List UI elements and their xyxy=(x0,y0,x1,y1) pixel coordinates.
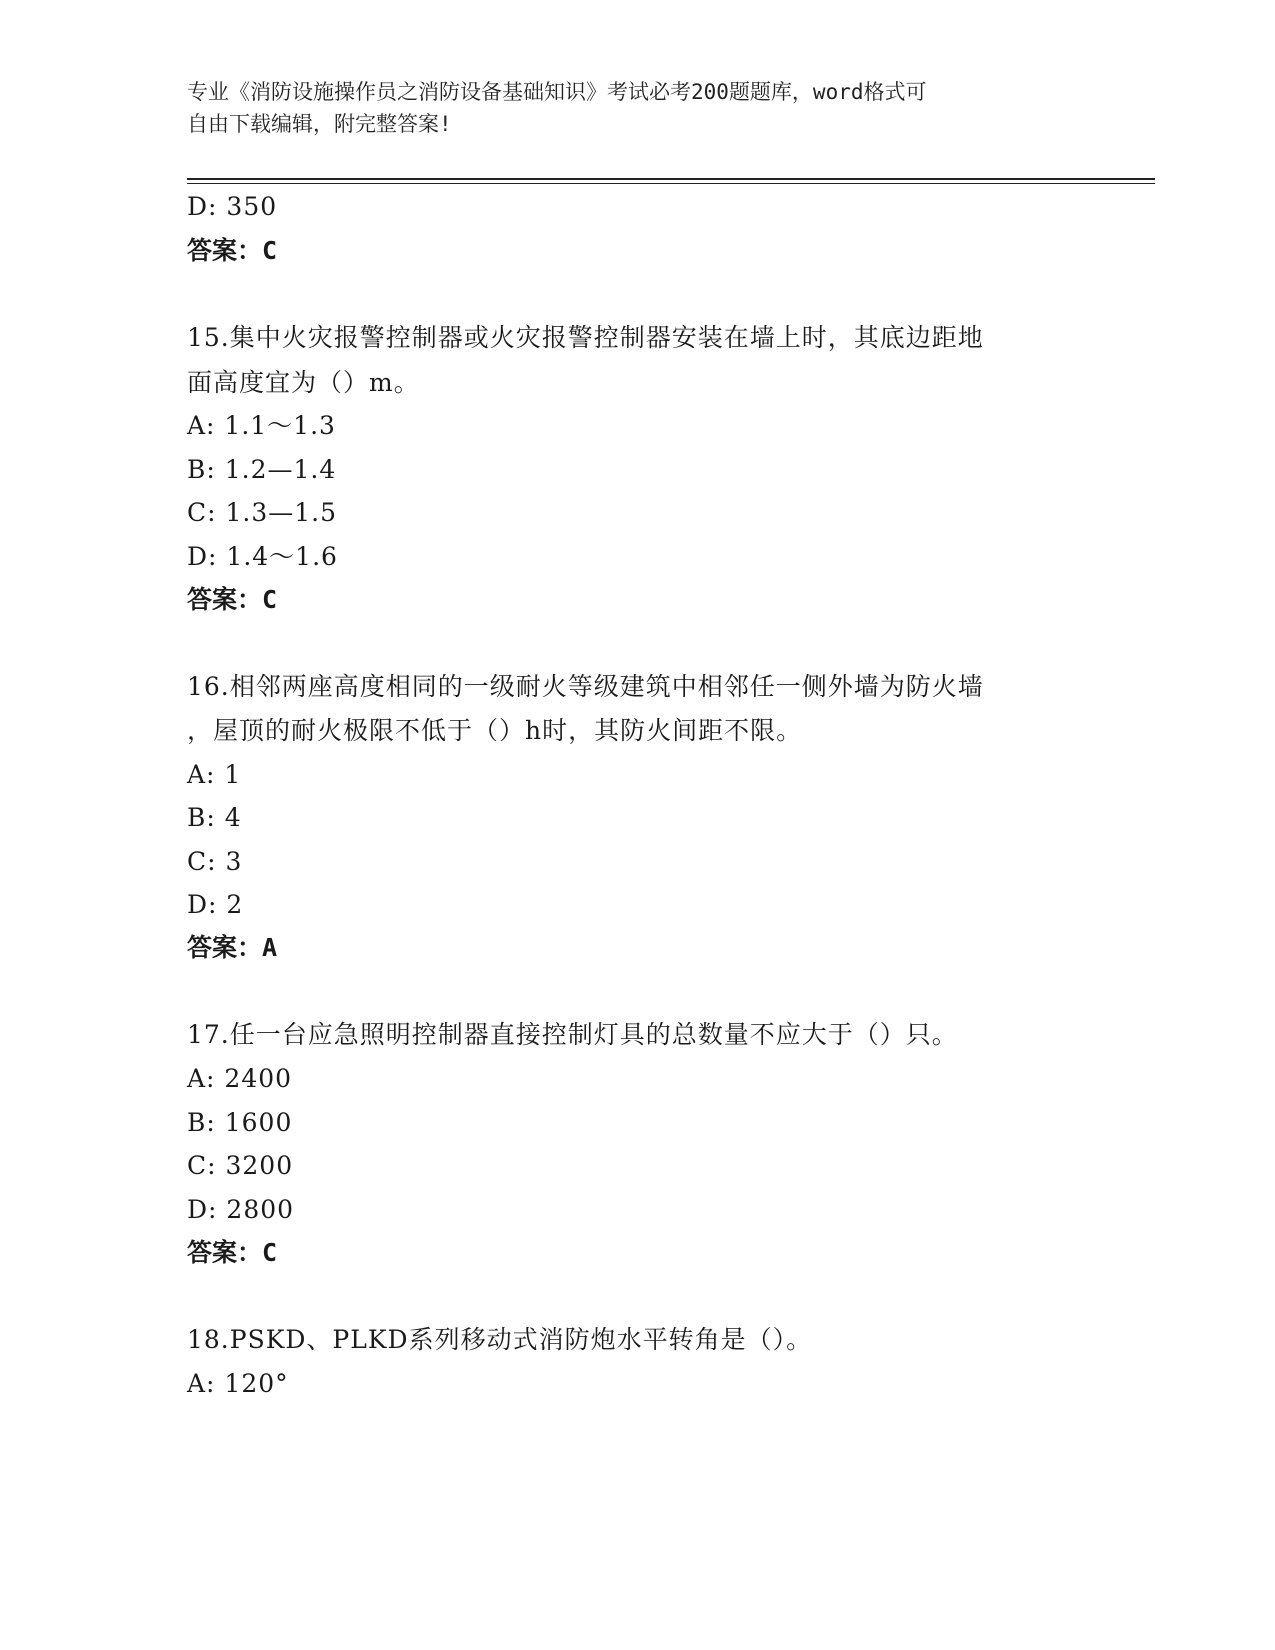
q16-answer: 答案：A xyxy=(187,933,278,962)
q16-option-a: A: 1 xyxy=(187,760,242,789)
q15-answer: 答案：C xyxy=(187,585,278,614)
q16-stem-line-1: 16.相邻两座高度相同的一级耐火等级建筑中相邻任一侧外墙为防火墙 xyxy=(187,672,984,701)
q14-option-d: D: 350 xyxy=(187,192,278,221)
q16-option-b: B: 4 xyxy=(187,803,242,832)
document-header xyxy=(187,76,1087,140)
q16-option-c: C: 3 xyxy=(187,847,243,876)
q18-option-a: A: 120° xyxy=(187,1369,289,1398)
q15-stem-line-2: 面高度宜为（）m。 xyxy=(187,368,420,397)
q18-stem-line-1: 18.PSKD、PLKD系列移动式消防炮水平转角是（）。 xyxy=(187,1325,813,1354)
header-rule-thin xyxy=(187,183,1155,184)
q16-stem-line-2: ，屋顶的耐火极限不低于（）h时，其防火间距不限。 xyxy=(187,716,803,745)
header-rule xyxy=(187,178,1155,180)
header-line-2: 自由下载编辑，附完整答案! xyxy=(187,112,452,136)
q17-stem-line-1: 17.任一台应急照明控制器直接控制灯具的总数量不应大于（）只。 xyxy=(187,1020,958,1049)
q15-option-c: C: 1.3—1.5 xyxy=(187,498,338,527)
q17-option-d: D: 2800 xyxy=(187,1195,295,1224)
q17-answer: 答案：C xyxy=(187,1238,278,1267)
q14-answer: 答案：C xyxy=(187,236,278,265)
q17-option-c: C: 3200 xyxy=(187,1151,294,1180)
q15-option-a: A: 1.1～1.3 xyxy=(187,411,336,440)
q15-option-b: B: 1.2—1.4 xyxy=(187,455,337,484)
header-line-1: 专业《消防设施操作员之消防设备基础知识》考试必考200题题库，word格式可 xyxy=(187,80,927,104)
q15-option-d: D: 1.4～1.6 xyxy=(187,542,338,571)
q16-option-d: D: 2 xyxy=(187,890,244,919)
q15-stem-line-1: 15.集中火灾报警控制器或火灾报警控制器安装在墙上时，其底边距地 xyxy=(187,323,984,352)
q17-option-a: A: 2400 xyxy=(187,1064,293,1093)
q17-option-b: B: 1600 xyxy=(187,1108,293,1137)
